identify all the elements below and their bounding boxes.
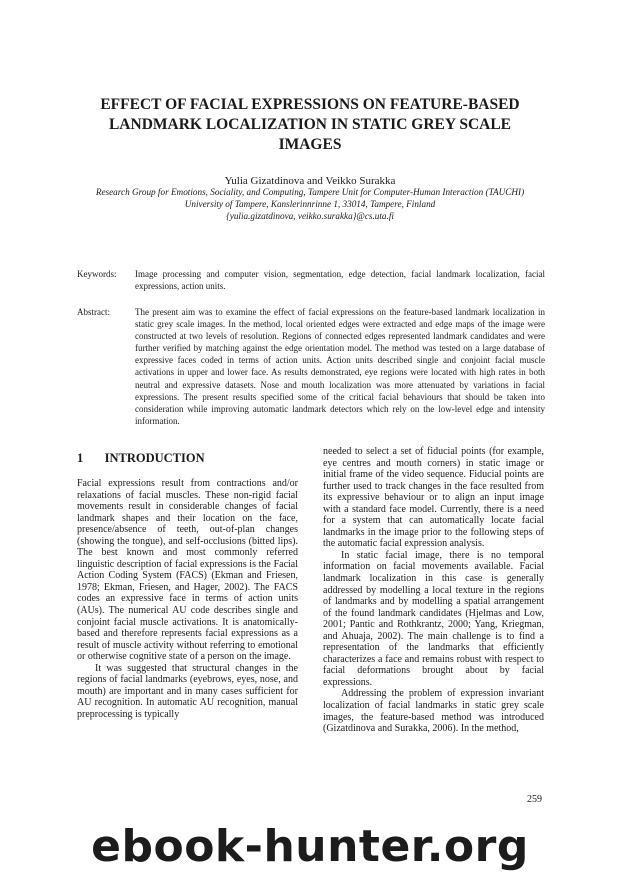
body-paragraph: Facial expressions result from contractions and/or relaxations of facial muscles. These non-rigid facial movements result in considerable changes of facial landmark shapes and their location on the face, presence/absence of teeth, out-of-plan changes (showing the tongue), and self-occlusions (bitted lips). The best known and most commonly referred linguistic description of facial expressions is the Facial Action Coding System (FACS) (Ekman and Friesen, 1978; Ekman, Friesen, and Hager, 2002). The FACS codes an expressive face in terms of action units (AUs). The numerical AU code describes single and conjoint facial muscle activations. It is anatomically-based and therefore represents facial expressions as a result of muscle activity without referring to emotional or otherwise cognitive state of a person on the image.: [77, 478, 298, 663]
affiliation-block: [40, 186, 580, 222]
title-line: EFFECT OF FACIAL EXPRESSIONS ON FEATURE-BASED: [100, 96, 520, 113]
affiliation-line: University of Tampere, Kanslerinnrinne 1, 33014, Tampere, Finland: [184, 199, 436, 209]
section-number: 1: [77, 451, 84, 465]
author-names: Yulia Gizatdinova and Veikko Surakka: [224, 175, 396, 187]
body-paragraph: It was suggested that structural changes in the regions of facial landmarks (eyebrows, eyes, nose, and mouth) are important and in many cases sufficient for AU recognition. In automatic AU recognition, manual preprocessing is typically: [77, 662, 298, 720]
title-line: LANDMARK LOCALIZATION IN STATIC GREY SCALE: [108, 116, 512, 133]
abstract-block: [77, 306, 545, 427]
abstract-text: The present aim was to examine the effect of facial expressions on the feature-based landmark localization in static grey scale images. In the method, local oriented edges were extracted and edge maps of the image were constructed at two levels of resolution. Regions of connected edges represented landmark candidates and were further verified by matching against the edge orientation model. The method was tested on a large database of expressive faces coded in terms of action units. Action units described single and conjoint facial muscle activations in upper and lower face. As results demonstrated, eye regions were located with high rates in both neutral and expressive datasets. Nose and mouth localization was more attenuated by variations in facial expressions. The present results specified some of the critical facial behaviours that should be taken into consideration while improving automatic landmark detectors which rely on the low-level edge and intensity information.: [135, 307, 545, 426]
abstract-label: Abstract:: [77, 307, 110, 317]
affiliation-email: {yulia.gizatdinova, veikko.surakka}@cs.uta.fi: [226, 211, 394, 221]
title-line: IMAGES: [278, 136, 342, 153]
right-column: [323, 446, 544, 735]
page-number: 259: [527, 794, 542, 805]
keywords-text: Image processing and computer vision, segmentation, edge detection, facial landmark localization, facial expressions, action units.: [135, 269, 545, 292]
body-paragraph: Addressing the problem of expression invariant localization of facial landmarks in static grey scale images, the feature-based method was introduced (Gizatdinova and Surakka, 2006). In the method,: [323, 688, 544, 735]
section-title-text: INTRODUCTION: [104, 451, 205, 465]
keywords-block: [77, 268, 545, 292]
keywords-label: Keywords:: [77, 269, 117, 279]
paper-title: [40, 95, 580, 155]
section-heading: [77, 450, 205, 466]
body-paragraph: needed to select a set of fiducial points (for example, eye centres and mouth corners) in static image or initial frame of the video sequence. Fiducial points are further used to track changes in the face resulted from its expressive behaviour or to align an input image with a standard face model. Currently, there is a need for a system that can automatically locate facial landmarks in the image prior to the following steps of the automatic facial expression analysis.: [323, 446, 544, 550]
left-column: [77, 478, 298, 720]
watermark-text: ebook-hunter.org: [91, 821, 529, 872]
body-paragraph: In static facial image, there is no temporal information on facial movements available. Facial landmark localization in this case is generally addressed by modelling a local texture in the regions of landmarks and by modelling a spatial arrangement of the found landmark candidates (Hjelmas and Low, 2001; Pantic and Rothkrantz, 2000; Yang, Kriegman, and Ahuaja, 2002). The main challenge is to find a representation of the landmarks that efficiently characterizes a face and remains robust with respect to facial deformations brought about by facial expressions.: [323, 549, 544, 688]
affiliation-line: Research Group for Emotions, Sociality, and Computing, Tampere Unit for Computer-Human Interaction (TAUCHI): [95, 187, 525, 197]
